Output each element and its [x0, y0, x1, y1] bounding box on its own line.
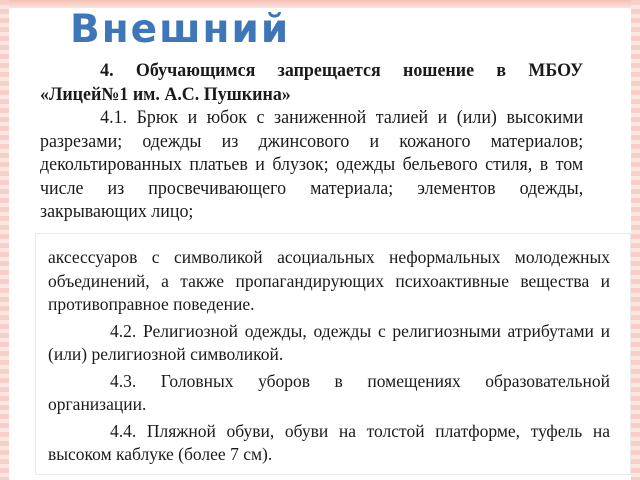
slide-frame-left: [0, 0, 9, 480]
section-heading: 4. Обучающимся запрещается ношение в МБОУ «Лицей№1 им. А.С. Пушкина»: [40, 61, 584, 105]
lower-document-excerpt: [36, 234, 630, 474]
clause-4-3: 4.3. Головных уборов в помещениях образовательной организации.: [48, 370, 610, 414]
clause-4-4: 4.4. Пляжной обуви, обуви на толстой платформе, туфель на высоком каблуке (более 7 см).: [48, 420, 610, 464]
clause-continuation: аксессуаров с символикой асоциальных неформальных молодежных объединений, а также пропагандирующих психоактивные вещества и противоправное поведение.: [48, 247, 610, 314]
slide-frame-right: [631, 0, 640, 480]
clause-4-1: 4.1. Брюк и юбок с заниженной талией и (или) высокими разрезами; одежды из джинсового и кожаного материалов; декольтированных платьев и блузок; одежды бельевого стиля, в том числе из просвечивающего материала; элементов одежды, закрывающих лицо;: [40, 108, 584, 222]
upper-document-excerpt: [40, 60, 583, 230]
clause-4-2: 4.2. Религиозной одежды, одежды с религиозными атрибутами и (или) религиозной символикой.: [48, 320, 610, 364]
slide-title: Внешний: [70, 7, 291, 52]
